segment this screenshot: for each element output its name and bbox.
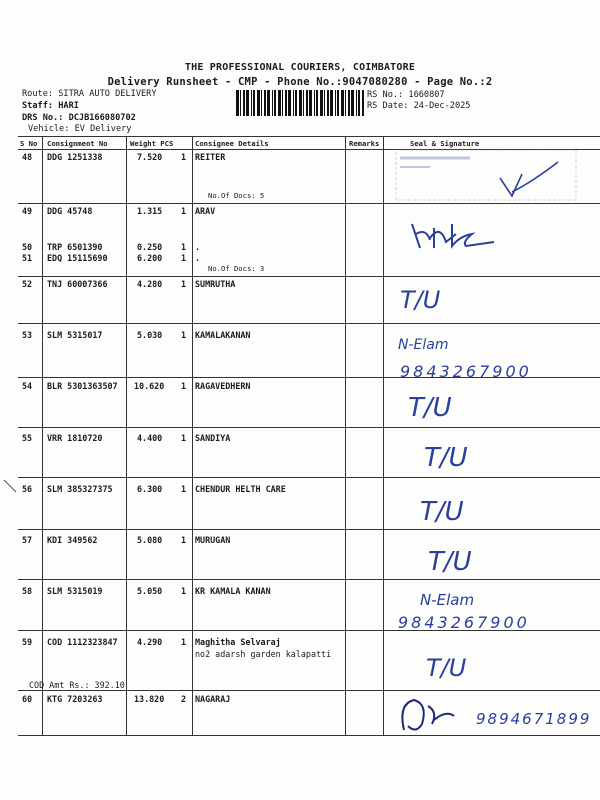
runsheet-subtitle: Delivery Runsheet - CMP - Phone No.:9047080280 - Page No.:2	[107, 76, 493, 88]
staff-label: Staff: HARI	[22, 101, 79, 111]
handwritten-tu: T/U	[424, 443, 468, 473]
row-pcs: 1	[181, 535, 187, 545]
route-label: Route: SITRA AUTO DELIVERY	[22, 89, 157, 99]
row-weight: 1.315	[137, 206, 163, 216]
handwritten-tu: T/U	[400, 286, 441, 314]
row-sno: 57	[22, 535, 33, 545]
row-weight: 6.200	[137, 253, 163, 263]
row-pcs: 2	[181, 694, 187, 704]
row-consignment: TRP 6501390	[47, 242, 103, 252]
row-sno: 49	[22, 206, 33, 216]
col-remarks: Remarks	[349, 139, 380, 148]
row-consignee: SUMRUTHA	[195, 279, 236, 289]
handwritten-phone: 9894671899	[476, 710, 592, 728]
row-pcs: 1	[181, 484, 187, 494]
col-consignment: Consignment No	[47, 139, 108, 148]
vehicle-label: Vehicle: EV Delivery	[28, 124, 132, 134]
row-pcs: 1	[181, 152, 187, 162]
signature-scribble	[412, 224, 494, 248]
row-consignment: SLM 385327375	[47, 484, 113, 494]
row-docs-note: No.Of Docs: 5	[208, 191, 265, 200]
row-weight: 5.030	[137, 330, 163, 340]
row-sno: 60	[22, 694, 33, 704]
row-consignee: .	[195, 253, 201, 263]
rs-number: RS No.: 1660807	[367, 90, 445, 100]
row-sno: 54	[22, 381, 33, 391]
row-sno: 59	[22, 637, 33, 647]
row-pcs: 1	[181, 433, 187, 443]
row-consignee: RAGAVEDHERN	[195, 381, 251, 391]
handwritten-name: N-Elam	[420, 591, 475, 609]
row-consignment: SLM 5315017	[47, 330, 103, 340]
col-consignee: Consignee Details	[195, 139, 269, 148]
row-consignment: DDG 45748	[47, 206, 93, 216]
row-pcs: 1	[181, 206, 187, 216]
company-title: THE PROFESSIONAL COURIERS, COIMBATORE	[184, 62, 416, 73]
row-sno: 58	[22, 586, 33, 596]
row-weight: 4.400	[137, 433, 163, 443]
col-weight-pcs: Weight PCS	[130, 139, 174, 148]
row-consignee: .	[195, 242, 201, 252]
row-pcs: 1	[181, 242, 187, 252]
handwritten-name: N-Elam	[398, 337, 449, 353]
row-consignment: EDQ 15115690	[47, 253, 108, 263]
row-pcs: 1	[181, 637, 187, 647]
col-seal-signature: Seal & Signature	[410, 139, 480, 148]
row-weight: 4.290	[137, 637, 163, 647]
signature-scribble	[402, 700, 454, 730]
row-address: no2 adarsh garden kalapatti	[195, 649, 332, 659]
handwritten-tu: T/U	[428, 547, 472, 577]
row-weight: 13.820	[134, 694, 165, 704]
row-consignee: ARAV	[195, 206, 216, 216]
row-consignment: DDG 1251338	[47, 152, 103, 162]
row-consignment: KTG 7203263	[47, 694, 103, 704]
row-sno: 52	[22, 279, 33, 289]
row-pcs: 1	[181, 253, 187, 263]
drs-number: DRS No.: DCJB166080702	[22, 113, 136, 123]
row-weight: 10.620	[134, 381, 165, 391]
row-weight: 7.520	[137, 152, 163, 162]
row-weight: 5.080	[137, 535, 163, 545]
row-consignee: KAMALAKANAN	[195, 330, 251, 340]
row-consignment: BLR 5301363507	[47, 381, 118, 391]
row-consignment: VRR 1810720	[47, 433, 103, 443]
stamp-seal	[396, 150, 576, 200]
row-consignment: SLM 5315019	[47, 586, 103, 596]
row-pcs: 1	[181, 586, 187, 596]
handwritten-tu: T/U	[408, 393, 452, 423]
row-consignee: Maghitha Selvaraj	[195, 637, 281, 647]
handwritten-tu: T/U	[420, 497, 464, 527]
row-weight: 0.250	[137, 242, 163, 252]
row-consignment: COD 1112323847	[47, 637, 118, 647]
row-consignee: MURUGAN	[195, 535, 231, 545]
row-consignee: KR KAMALA KANAN	[195, 586, 271, 596]
cod-amount: COD Amt Rs.: 392.10	[29, 680, 125, 690]
rs-date: RS Date: 24-Dec-2025	[367, 101, 471, 111]
row-weight: 4.280	[137, 279, 163, 289]
row-pcs: 1	[181, 279, 187, 289]
row-sno: 55	[22, 433, 33, 443]
row-weight: 6.300	[137, 484, 163, 494]
row-sno: 48	[22, 152, 33, 162]
col-sno: S No	[20, 139, 38, 148]
row-consignee: REITER	[195, 152, 226, 162]
handwritten-tu: T/U	[426, 654, 467, 682]
row-sno: 56	[22, 484, 33, 494]
row-docs-note: No.Of Docs: 3	[208, 264, 265, 273]
handwritten-phone: 9843267900	[398, 613, 530, 632]
row-pcs: 1	[181, 381, 187, 391]
row-sno: 50	[22, 242, 33, 252]
handwritten-phone: 9843267900	[400, 362, 532, 381]
signature-scribble	[500, 162, 558, 196]
row-sno: 53	[22, 330, 33, 340]
row-sno: 51	[22, 253, 33, 263]
row-consignee: NAGARAJ	[195, 694, 231, 704]
row-pcs: 1	[181, 330, 187, 340]
row-consignment: TNJ 60007366	[47, 279, 108, 289]
row-consignment: KDI 349562	[47, 535, 98, 545]
row-consignee: SANDIYA	[195, 433, 231, 443]
row-consignee: CHENDUR HELTH CARE	[195, 484, 286, 494]
row-weight: 5.050	[137, 586, 163, 596]
